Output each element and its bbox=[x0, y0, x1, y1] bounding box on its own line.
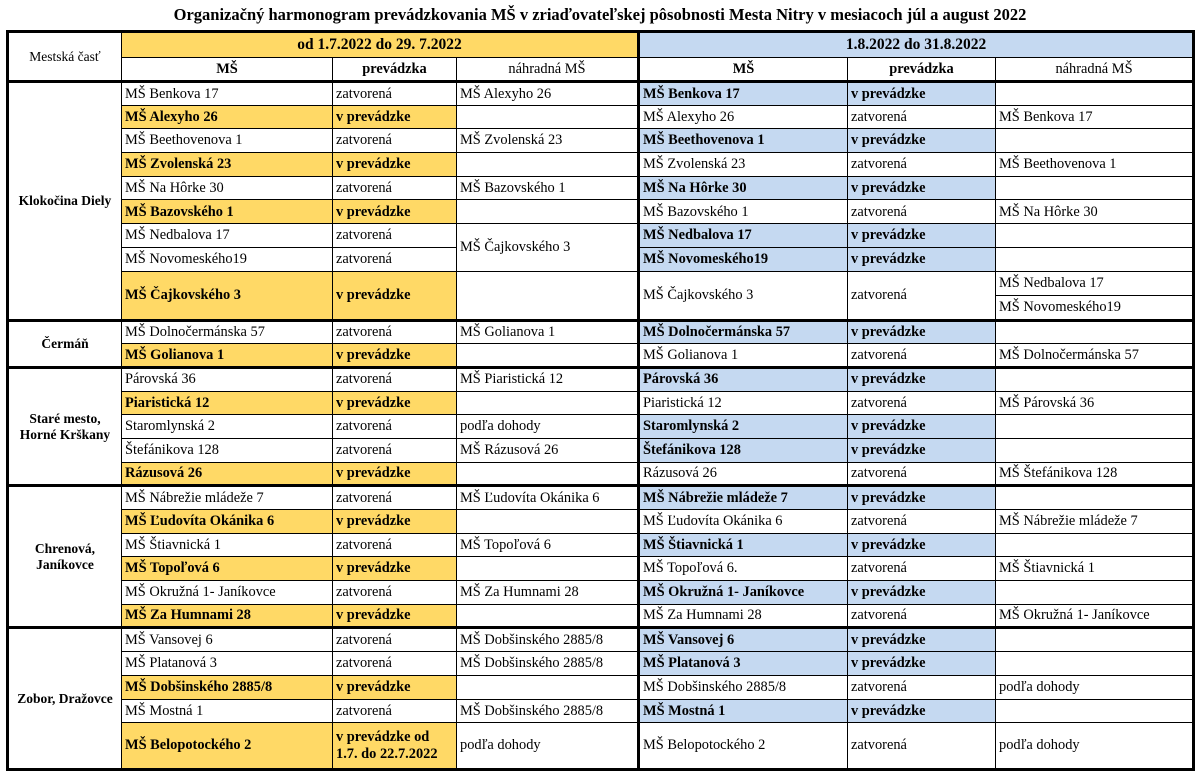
table-row bbox=[8, 344, 1194, 368]
kindergarten-august: MŠ Beethovenova 1 bbox=[639, 129, 848, 153]
replacement-july: MŠ Piaristická 12 bbox=[457, 367, 639, 391]
operation-status-august: v prevádzke bbox=[848, 628, 996, 652]
district-name: Chrenová, Janíkovce bbox=[8, 486, 122, 628]
table-row bbox=[8, 271, 1194, 320]
operation-status-august: v prevádzke bbox=[848, 699, 996, 723]
operation-status-august: v prevádzke bbox=[848, 486, 996, 510]
period-august-header: 1.8.2022 do 31.8.2022 bbox=[639, 32, 1194, 58]
col-prevadzka-july: prevádzka bbox=[333, 58, 457, 82]
operation-status-august: zatvorená bbox=[848, 344, 996, 368]
replacement-july: MŠ Alexyho 26 bbox=[457, 82, 639, 106]
kindergarten-august: MŠ Za Humnami 28 bbox=[639, 604, 848, 628]
table-row bbox=[8, 628, 1194, 652]
kindergarten-july: MŠ Platanová 3 bbox=[122, 652, 333, 676]
replacement-july: MŠ Dobšinského 2885/8 bbox=[457, 628, 639, 652]
replacement-august bbox=[996, 699, 1194, 723]
operation-status-august: v prevádzke bbox=[848, 581, 996, 605]
replacement-august bbox=[996, 271, 1194, 320]
replacement-july: MŠ Dobšinského 2885/8 bbox=[457, 652, 639, 676]
replacement-august bbox=[996, 652, 1194, 676]
kindergarten-july: MŠ Zvolenská 23 bbox=[122, 153, 333, 177]
kindergarten-august: MŠ Štiavnická 1 bbox=[639, 533, 848, 557]
operation-status-july: zatvorená bbox=[333, 247, 457, 271]
kindergarten-august: Rázusová 26 bbox=[639, 462, 848, 486]
kindergarten-july: MŠ Dobšinského 2885/8 bbox=[122, 675, 333, 699]
replacement-july: MŠ Ľudovíta Okánika 6 bbox=[457, 486, 639, 510]
kindergarten-august: MŠ Dobšinského 2885/8 bbox=[639, 675, 848, 699]
table-row bbox=[8, 176, 1194, 200]
replacement-august: podľa dohody bbox=[996, 723, 1194, 770]
kindergarten-july: Štefánikova 128 bbox=[122, 438, 333, 462]
operation-status-july: zatvorená bbox=[333, 533, 457, 557]
kindergarten-august: Staromlynská 2 bbox=[639, 415, 848, 439]
table-row bbox=[8, 438, 1194, 462]
replacement-july: MŠ Rázusová 26 bbox=[457, 438, 639, 462]
operation-status-august: v prevádzke bbox=[848, 247, 996, 271]
replacement-august: MŠ Dolnočermánska 57 bbox=[996, 344, 1194, 368]
operation-status-july: v prevádzke bbox=[333, 510, 457, 534]
replacement-august: MŠ Nábrežie mládeže 7 bbox=[996, 510, 1194, 534]
kindergarten-july: MŠ Štiavnická 1 bbox=[122, 533, 333, 557]
kindergarten-july: MŠ Za Humnami 28 bbox=[122, 604, 333, 628]
operation-status-august: zatvorená bbox=[848, 153, 996, 177]
replacement-august bbox=[996, 438, 1194, 462]
operation-status-august: zatvorená bbox=[848, 510, 996, 534]
replacement-august: MŠ Párovská 36 bbox=[996, 391, 1194, 415]
replacement-july bbox=[457, 271, 639, 320]
replacement-august bbox=[996, 415, 1194, 439]
operation-status-july: zatvorená bbox=[333, 224, 457, 248]
operation-status-july: v prevádzke bbox=[333, 200, 457, 224]
kindergarten-august: MŠ Okružná 1- Janíkovce bbox=[639, 581, 848, 605]
table-row bbox=[8, 533, 1194, 557]
table-row bbox=[8, 462, 1194, 486]
operation-status-august: zatvorená bbox=[848, 557, 996, 581]
replacement-july: MŠ Zvolenská 23 bbox=[457, 129, 639, 153]
kindergarten-july: MŠ Dolnočermánska 57 bbox=[122, 320, 333, 344]
district-name: Zobor, Dražovce bbox=[8, 628, 122, 770]
operation-status-july: zatvorená bbox=[333, 652, 457, 676]
kindergarten-july: MŠ Novomeského19 bbox=[122, 247, 333, 271]
operation-status-july: v prevádzke bbox=[333, 462, 457, 486]
replacement-august-line: MŠ Novomeského19 bbox=[999, 298, 1121, 315]
replacement-july: podľa dohody bbox=[457, 415, 639, 439]
table-row bbox=[8, 82, 1194, 106]
table-row bbox=[8, 129, 1194, 153]
table-row bbox=[8, 415, 1194, 439]
kindergarten-august: MŠ Nedbalova 17 bbox=[639, 224, 848, 248]
replacement-july: MŠ Za Humnami 28 bbox=[457, 581, 639, 605]
col-nahradna-july: náhradná MŠ bbox=[457, 58, 639, 82]
replacement-august: MŠ Štiavnická 1 bbox=[996, 557, 1194, 581]
operation-status-july: v prevádzke od 1.7. do 22.7.2022 bbox=[333, 723, 457, 770]
replacement-august: MŠ Okružná 1- Janíkovce bbox=[996, 604, 1194, 628]
kindergarten-july: MŠ Čajkovského 3 bbox=[122, 271, 333, 320]
kindergarten-august: MŠ Vansovej 6 bbox=[639, 628, 848, 652]
table-row bbox=[8, 723, 1194, 770]
operation-status-august: zatvorená bbox=[848, 604, 996, 628]
replacement-july bbox=[457, 153, 639, 177]
table-row bbox=[8, 604, 1194, 628]
replacement-august bbox=[996, 581, 1194, 605]
operation-status-july: v prevádzke bbox=[333, 604, 457, 628]
operation-status-july: zatvorená bbox=[333, 438, 457, 462]
replacement-august bbox=[996, 176, 1194, 200]
replacement-august: MŠ Na Hôrke 30 bbox=[996, 200, 1194, 224]
replacement-july bbox=[457, 510, 639, 534]
operation-status-august: v prevádzke bbox=[848, 438, 996, 462]
kindergarten-august: MŠ Alexyho 26 bbox=[639, 105, 848, 129]
operation-status-august: zatvorená bbox=[848, 271, 996, 320]
replacement-july: podľa dohody bbox=[457, 723, 639, 770]
period-july-header: od 1.7.2022 do 29. 7.2022 bbox=[122, 32, 639, 58]
table-row bbox=[8, 557, 1194, 581]
replacement-august-line: MŠ Nedbalova 17 bbox=[996, 272, 1192, 296]
kindergarten-august: MŠ Golianova 1 bbox=[639, 344, 848, 368]
table-row bbox=[8, 486, 1194, 510]
kindergarten-august: MŠ Bazovského 1 bbox=[639, 200, 848, 224]
table-row bbox=[8, 652, 1194, 676]
col-ms-august: MŠ bbox=[639, 58, 848, 82]
kindergarten-july: Párovská 36 bbox=[122, 367, 333, 391]
kindergarten-august: MŠ Benkova 17 bbox=[639, 82, 848, 106]
operation-status-july: zatvorená bbox=[333, 320, 457, 344]
replacement-july bbox=[457, 462, 639, 486]
table-row bbox=[8, 105, 1194, 129]
operation-status-july: zatvorená bbox=[333, 699, 457, 723]
table-row bbox=[8, 391, 1194, 415]
replacement-august: podľa dohody bbox=[996, 675, 1194, 699]
kindergarten-august: MŠ Novomeského19 bbox=[639, 247, 848, 271]
kindergarten-august: MŠ Topoľová 6. bbox=[639, 557, 848, 581]
operation-status-july: v prevádzke bbox=[333, 557, 457, 581]
operation-status-july: v prevádzke bbox=[333, 271, 457, 320]
operation-status-july: zatvorená bbox=[333, 581, 457, 605]
replacement-july bbox=[457, 604, 639, 628]
col-nahradna-august: náhradná MŠ bbox=[996, 58, 1194, 82]
replacement-july: MŠ Čajkovského 3 bbox=[457, 224, 639, 271]
table-row bbox=[8, 200, 1194, 224]
kindergarten-august: MŠ Nábrežie mládeže 7 bbox=[639, 486, 848, 510]
operation-status-july: v prevádzke bbox=[333, 105, 457, 129]
operation-status-august: v prevádzke bbox=[848, 367, 996, 391]
replacement-august bbox=[996, 367, 1194, 391]
kindergarten-august: Štefánikova 128 bbox=[639, 438, 848, 462]
table-row bbox=[8, 367, 1194, 391]
kindergarten-august: MŠ Ľudovíta Okánika 6 bbox=[639, 510, 848, 534]
kindergarten-july: Rázusová 26 bbox=[122, 462, 333, 486]
district-name: Staré mesto, Horné Krškany bbox=[8, 367, 122, 485]
replacement-july: MŠ Topoľová 6 bbox=[457, 533, 639, 557]
table-row bbox=[8, 675, 1194, 699]
replacement-august: MŠ Beethovenova 1 bbox=[996, 153, 1194, 177]
replacement-august bbox=[996, 129, 1194, 153]
kindergarten-july: Staromlynská 2 bbox=[122, 415, 333, 439]
table-row bbox=[8, 510, 1194, 534]
kindergarten-august: MŠ Dolnočermánska 57 bbox=[639, 320, 848, 344]
kindergarten-july: MŠ Okružná 1- Janíkovce bbox=[122, 581, 333, 605]
replacement-july bbox=[457, 105, 639, 129]
kindergarten-july: MŠ Na Hôrke 30 bbox=[122, 176, 333, 200]
kindergarten-july: MŠ Beethovenova 1 bbox=[122, 129, 333, 153]
district-name: Čermáň bbox=[8, 320, 122, 367]
operation-status-july: zatvorená bbox=[333, 176, 457, 200]
table-row bbox=[8, 699, 1194, 723]
kindergarten-july: MŠ Golianova 1 bbox=[122, 344, 333, 368]
replacement-august bbox=[996, 628, 1194, 652]
kindergarten-august: Párovská 36 bbox=[639, 367, 848, 391]
operation-status-july: zatvorená bbox=[333, 82, 457, 106]
col-ms-july: MŠ bbox=[122, 58, 333, 82]
kindergarten-july: MŠ Nábrežie mládeže 7 bbox=[122, 486, 333, 510]
replacement-august: MŠ Benkova 17 bbox=[996, 105, 1194, 129]
replacement-august: MŠ Štefánikova 128 bbox=[996, 462, 1194, 486]
kindergarten-august: MŠ Platanová 3 bbox=[639, 652, 848, 676]
kindergarten-july: MŠ Ľudovíta Okánika 6 bbox=[122, 510, 333, 534]
operation-status-august: zatvorená bbox=[848, 105, 996, 129]
replacement-july: MŠ Golianova 1 bbox=[457, 320, 639, 344]
replacement-august bbox=[996, 486, 1194, 510]
kindergarten-july: MŠ Bazovského 1 bbox=[122, 200, 333, 224]
kindergarten-august: MŠ Belopotockého 2 bbox=[639, 723, 848, 770]
kindergarten-july: Piaristická 12 bbox=[122, 391, 333, 415]
operation-status-august: v prevádzke bbox=[848, 652, 996, 676]
operation-status-july: zatvorená bbox=[333, 415, 457, 439]
replacement-july bbox=[457, 557, 639, 581]
schedule-table bbox=[6, 30, 1195, 771]
district-column-header: Mestská časť bbox=[8, 32, 122, 82]
kindergarten-august: Piaristická 12 bbox=[639, 391, 848, 415]
table-row bbox=[8, 224, 1194, 248]
kindergarten-july: MŠ Alexyho 26 bbox=[122, 105, 333, 129]
kindergarten-july: MŠ Topoľová 6 bbox=[122, 557, 333, 581]
kindergarten-july: MŠ Vansovej 6 bbox=[122, 628, 333, 652]
operation-status-july: zatvorená bbox=[333, 129, 457, 153]
kindergarten-july: MŠ Benkova 17 bbox=[122, 82, 333, 106]
page-title: Organizačný harmonogram prevádzkovania MŠ v zriaďovateľskej pôsobnosti Mesta Nitry v mesiacoch júl a august 2022 bbox=[173, 5, 1027, 24]
operation-status-august: v prevádzke bbox=[848, 129, 996, 153]
operation-status-august: zatvorená bbox=[848, 462, 996, 486]
operation-status-july: v prevádzke bbox=[333, 344, 457, 368]
kindergarten-august: MŠ Na Hôrke 30 bbox=[639, 176, 848, 200]
operation-status-august: v prevádzke bbox=[848, 224, 996, 248]
replacement-august bbox=[996, 533, 1194, 557]
operation-status-august: v prevádzke bbox=[848, 82, 996, 106]
operation-status-august: zatvorená bbox=[848, 723, 996, 770]
operation-status-august: zatvorená bbox=[848, 200, 996, 224]
operation-status-july: v prevádzke bbox=[333, 391, 457, 415]
replacement-august bbox=[996, 247, 1194, 271]
kindergarten-july: MŠ Mostná 1 bbox=[122, 699, 333, 723]
table-row bbox=[8, 581, 1194, 605]
operation-status-august: v prevádzke bbox=[848, 320, 996, 344]
col-prevadzka-august: prevádzka bbox=[848, 58, 996, 82]
replacement-august bbox=[996, 320, 1194, 344]
kindergarten-august: MŠ Zvolenská 23 bbox=[639, 153, 848, 177]
replacement-july: MŠ Dobšinského 2885/8 bbox=[457, 699, 639, 723]
replacement-july: MŠ Bazovského 1 bbox=[457, 176, 639, 200]
operation-status-july: zatvorená bbox=[333, 367, 457, 391]
replacement-july bbox=[457, 344, 639, 368]
operation-status-july: zatvorená bbox=[333, 486, 457, 510]
operation-status-july: v prevádzke bbox=[333, 153, 457, 177]
operation-status-august: zatvorená bbox=[848, 391, 996, 415]
table-row bbox=[8, 320, 1194, 344]
replacement-july bbox=[457, 675, 639, 699]
operation-status-july: v prevádzke bbox=[333, 675, 457, 699]
replacement-august bbox=[996, 224, 1194, 248]
operation-status-august: v prevádzke bbox=[848, 533, 996, 557]
replacement-august bbox=[996, 82, 1194, 106]
table-row bbox=[8, 153, 1194, 177]
kindergarten-august: MŠ Čajkovského 3 bbox=[639, 271, 848, 320]
replacement-july bbox=[457, 391, 639, 415]
replacement-july bbox=[457, 200, 639, 224]
kindergarten-july: MŠ Nedbalova 17 bbox=[122, 224, 333, 248]
kindergarten-july: MŠ Belopotockého 2 bbox=[122, 723, 333, 770]
table-body bbox=[8, 82, 1194, 770]
kindergarten-august: MŠ Mostná 1 bbox=[639, 699, 848, 723]
operation-status-august: v prevádzke bbox=[848, 176, 996, 200]
operation-status-august: zatvorená bbox=[848, 675, 996, 699]
operation-status-august: v prevádzke bbox=[848, 415, 996, 439]
operation-status-july: zatvorená bbox=[333, 628, 457, 652]
district-name: Klokočina Diely bbox=[8, 82, 122, 321]
